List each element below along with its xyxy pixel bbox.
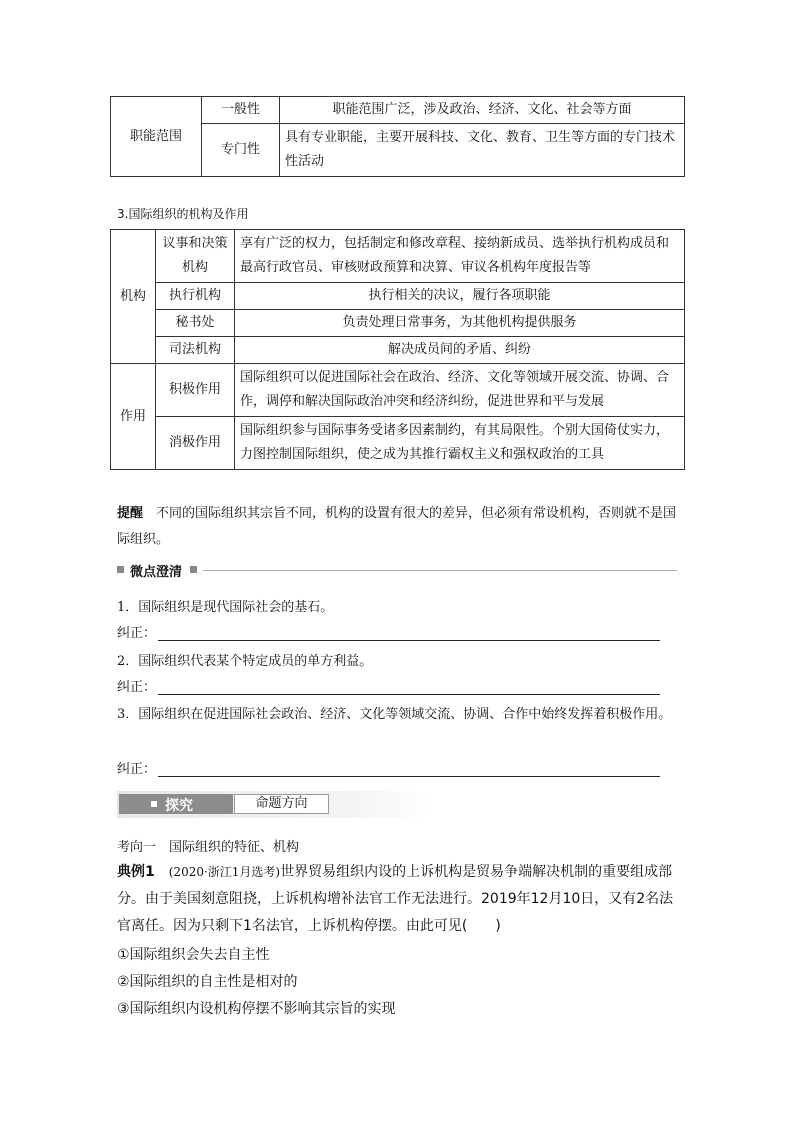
clarify-header xyxy=(117,562,677,578)
tip-label: 提醒 xyxy=(117,506,144,521)
table-cell-label: 执行机构 xyxy=(156,283,235,310)
tip-text: 不同的国际组织其宗旨不同，机构的设置有很大的差异，但必须有常设机构，否则就不是国际组织。 xyxy=(117,506,677,547)
clarify-item-1: 1．国际组织是现代国际社会的基石。 xyxy=(117,600,334,615)
row-header-function-scope: 职能范围 xyxy=(111,97,202,177)
function-scope-table xyxy=(110,96,685,177)
table-cell-label: 秘书处 xyxy=(156,310,235,337)
table-cell-label: 消极作用 xyxy=(156,417,235,470)
example-source: (2020·浙江1月选考) xyxy=(168,865,281,879)
table-cell-label: 积极作用 xyxy=(156,364,235,417)
institutions-table xyxy=(110,229,685,470)
explore-label: 探究 xyxy=(165,798,193,814)
table-cell-label: 司法机构 xyxy=(156,337,235,364)
table-cell-text: 职能范围广泛，涉及政治、经济、文化、社会等方面 xyxy=(280,97,685,124)
option-3: ③国际组织内设机构停摆不影响其宗旨的实现 xyxy=(117,1001,396,1017)
table-cell-text: 负责处理日常事务，为其他机构提供服务 xyxy=(235,310,685,337)
correction-label: 纠正： xyxy=(117,762,157,777)
correction-label: 纠正： xyxy=(117,626,157,641)
table-cell-text: 具有专业职能，主要开展科技、文化、教育、卫生等方面的专门技术性活动 xyxy=(280,124,685,177)
proposition-direction-tab: 命题方向 xyxy=(234,794,329,814)
correction-line-1 xyxy=(117,622,660,641)
table-cell-text: 执行相关的决议，履行各项职能 xyxy=(235,283,685,310)
example-label: 典例1 xyxy=(117,864,155,880)
clarify-title: 微点澄清 xyxy=(130,565,183,580)
section-title: 3.国际组织的机构及作用 xyxy=(117,207,249,221)
option-2: ②国际组织的自主性是相对的 xyxy=(117,974,298,990)
group-header-effects: 作用 xyxy=(111,364,156,470)
answer-blank[interactable] xyxy=(158,626,660,641)
table-cell-label: 议事和决策机构 xyxy=(156,230,235,283)
table-cell-text: 国际组织可以促进国际社会在政治、经济、文化等领域开展交流、协调、合作，调停和解决国际政治冲突和经济纠纷，促进世界和平与发展 xyxy=(235,364,685,417)
example-text: 世界贸易组织内设的上诉机构是贸易争端解决机制的重要组成部分。由于美国刻意阻挠，上诉机构增补法官工作无法进行。2019年12月10日，又有2名法官离任。因为只剩下1名法官，上诉机构停摆。由此可见( ) xyxy=(117,864,674,934)
table-cell-label: 专门性 xyxy=(202,124,280,177)
example-paragraph xyxy=(117,859,685,940)
correction-line-3 xyxy=(117,758,660,777)
tip-note xyxy=(117,501,685,553)
divider xyxy=(203,570,677,571)
direction-heading: 考向一 国际组织的特征、机构 xyxy=(117,840,300,855)
correction-line-2 xyxy=(117,676,660,695)
square-bullet-icon xyxy=(117,566,124,573)
clarify-item-3: 3．国际组织在促进国际社会政治、经济、文化等领域交流、协调、合作中始终发挥着积极作用。 xyxy=(117,707,672,722)
table-cell-text: 享有广泛的权力，包括制定和修改章程、接纳新成员、选举执行机构成员和最高行政官员、审核财政预算和决算、审议各机构年度报告等 xyxy=(235,230,685,283)
explore-banner xyxy=(117,791,431,818)
correction-label: 纠正： xyxy=(117,680,157,695)
square-bullet-icon xyxy=(151,801,157,807)
square-bullet-icon xyxy=(190,566,197,573)
group-header-institutions: 机构 xyxy=(111,230,156,364)
table-cell-text: 解决成员间的矛盾、纠纷 xyxy=(235,337,685,364)
answer-blank[interactable] xyxy=(158,762,660,777)
answer-blank[interactable] xyxy=(158,680,660,695)
table-cell-text: 国际组织参与国际事务受诸多因素制约，有其局限性。个别大国倚仗实力，力图控制国际组织，使之成为其推行霸权主义和强权政治的工具 xyxy=(235,417,685,470)
table-cell-label: 一般性 xyxy=(202,97,280,124)
explore-tab xyxy=(119,794,233,814)
clarify-item-2: 2．国际组织代表某个特定成员的单方利益。 xyxy=(117,654,373,669)
option-1: ①国际组织会失去自主性 xyxy=(117,947,270,963)
